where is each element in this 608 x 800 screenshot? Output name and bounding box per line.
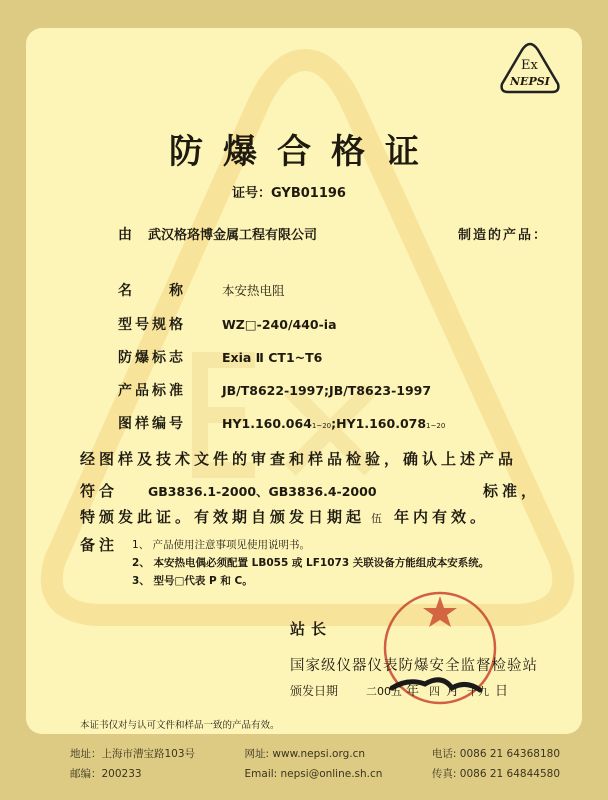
- field-subscript: 1~20: [426, 422, 446, 430]
- footer-website[interactable]: 网址: www.nepsi.org.cn: [244, 748, 366, 760]
- statement-standards: GB3836.1-2000、GB3836.4-2000: [148, 484, 377, 499]
- field-standard: [118, 380, 431, 400]
- remarks-label: 备注: [80, 536, 119, 554]
- footer: [70, 744, 560, 784]
- validity-disclaimer: 本证书仅对与认可文件和样品一致的产品有效。: [80, 720, 280, 731]
- field-value: ;HY1.160.078: [331, 416, 427, 431]
- date-year: 二00五: [366, 685, 403, 698]
- validity-years: 伍: [371, 512, 383, 525]
- date-month: 四: [429, 685, 441, 698]
- date-day-unit: 日: [495, 684, 509, 699]
- field-value: Exia Ⅱ CT1~T6: [222, 350, 323, 365]
- logo-nepsi-text: NEPSI: [510, 75, 550, 88]
- issuing-organization: 国家级仪器仪表防爆安全监督检验站: [290, 658, 538, 674]
- field-value: 本安热电阻: [222, 283, 285, 298]
- footer-fax: 传真: 0086 21 64844580: [431, 768, 560, 780]
- field-label: 产品标准: [118, 383, 186, 399]
- field-label: 防爆标志: [118, 350, 186, 366]
- statement-line-2-prefix: 符合: [80, 482, 119, 500]
- date-day: 十九: [467, 685, 490, 698]
- logo-ex-text: Ex: [521, 58, 538, 73]
- director-label: 站长: [290, 620, 333, 638]
- remark-item: 1、 产品使用注意事项见使用说明书。: [132, 539, 311, 551]
- field-label: 图样编号: [118, 416, 186, 432]
- statement-line-3: [80, 506, 489, 527]
- date-month-unit: 月: [446, 684, 460, 699]
- page-title: 防爆合格证: [169, 132, 439, 172]
- footer-phone: 电话: 0086 21 64368180: [431, 748, 560, 760]
- field-ex-marking: [118, 347, 322, 367]
- footer-email[interactable]: Email: nepsi@online.sh.cn: [244, 768, 383, 780]
- footer-col-address: [70, 744, 195, 784]
- issue-date-line: [290, 680, 508, 699]
- manufacturer-name: 武汉格珞博金属工程有限公司: [148, 228, 318, 243]
- field-label: 名 称: [118, 283, 186, 299]
- field-label: 型号规格: [118, 317, 186, 333]
- footer-col-web: [245, 744, 383, 784]
- footer-postcode: 邮编：200233: [70, 768, 142, 780]
- remark-item: 3、 型号□代表 P 和 C。: [132, 575, 253, 587]
- statement-line-2: [80, 480, 540, 501]
- statement-line-3-prefix: 特颁发此证。有效期自颁发日期起: [80, 508, 366, 526]
- field-name: [118, 280, 285, 300]
- cert-no-label: 证号：: [232, 186, 272, 201]
- field-model: [118, 314, 337, 334]
- remarks-block: [80, 534, 489, 590]
- field-subscript: 1~20: [311, 422, 332, 430]
- statement-line-2-suffix: 标准，: [482, 482, 540, 500]
- manufacturer-suffix: 制造的产品：: [457, 228, 548, 243]
- field-value: HY1.160.064: [222, 416, 312, 431]
- field-value: JB/T8622-1997;JB/T8623-1997: [222, 383, 432, 398]
- field-value: WZ□-240/440-ia: [222, 317, 337, 332]
- remarks-list: [132, 534, 489, 590]
- footer-address: 地址：上海市漕宝路103号: [70, 748, 196, 760]
- manufacturer-prefix: 由: [118, 227, 132, 243]
- field-drawing-no: [118, 413, 445, 433]
- manufacturer-line: [118, 224, 548, 244]
- date-year-unit: 年: [406, 684, 420, 699]
- footer-col-phone: [432, 744, 560, 784]
- cert-no-value: GYB01196: [271, 186, 346, 201]
- remark-item: 2、 本安热电偶必须配置 LB055 或 LF1073 关联设备方能组成本安系统。: [132, 557, 490, 569]
- statement-line-1: 经图样及技术文件的审查和样品检验，确认上述产品: [80, 450, 518, 468]
- certificate-number: [232, 182, 346, 201]
- issue-date-label: 颁发日期: [290, 684, 339, 698]
- statement-line-3-suffix: 年内有效。: [394, 508, 490, 526]
